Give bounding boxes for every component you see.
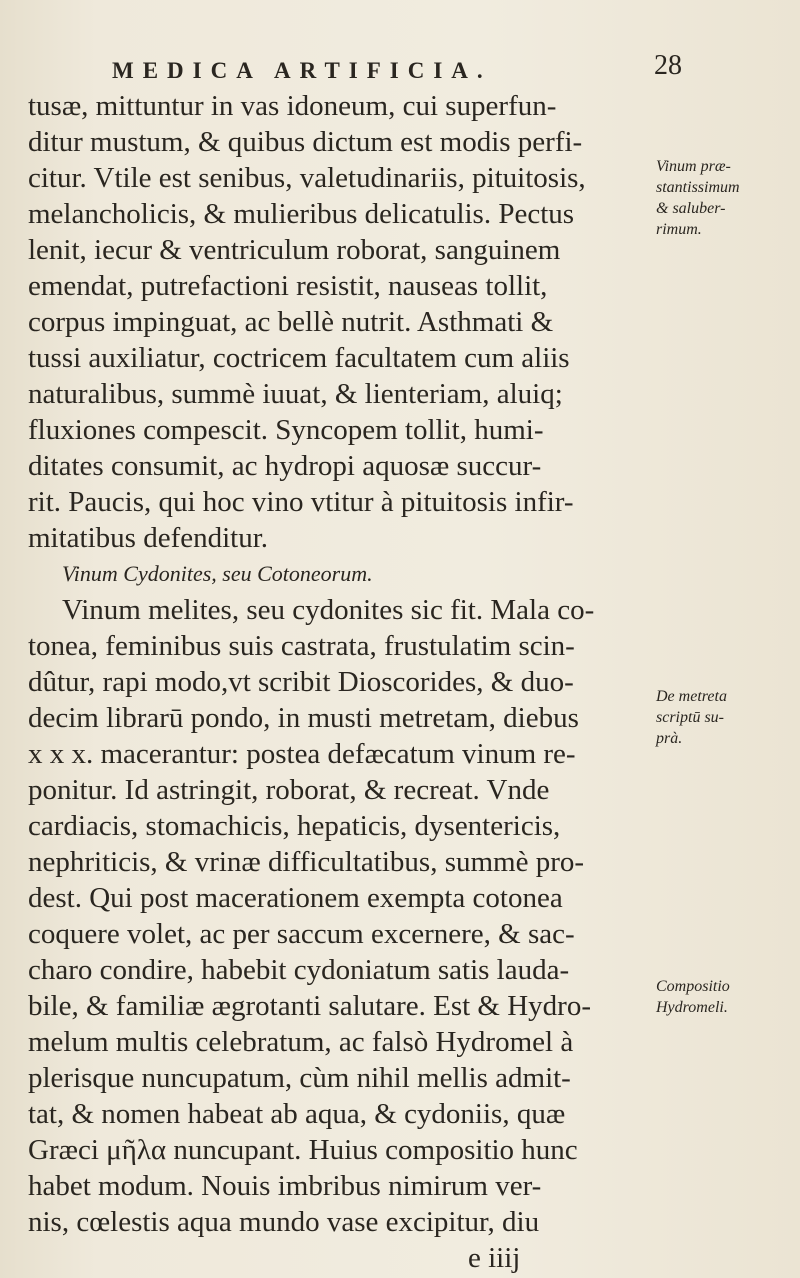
text-line: bile, & familiæ ægrotanti salutare. Est & Hydro- <box>28 990 591 1022</box>
text-line: plerisque nuncupatum, cùm nihil mellis admit- <box>28 1062 571 1094</box>
margin-note-line: Vinum præ- <box>656 158 731 175</box>
section-heading: Vinum Cydonites, seu Cotoneorum. <box>62 561 373 586</box>
text-line: melancholicis, & mulieribus delicatulis. Pectus <box>28 198 575 230</box>
text-line: dest. Qui post macerationem exempta cotonea <box>28 882 563 914</box>
text-line: tat, & nomen habeat ab aqua, & cydoniis, quæ <box>28 1098 566 1130</box>
text-line: tonea, feminibus suis castrata, frustulatim scin- <box>28 630 575 662</box>
margin-note-metreta <box>656 686 798 749</box>
margin-note-line: scriptū su- <box>656 709 724 726</box>
text-line: x x x. macerantur: postea defæcatum vinum re- <box>28 738 576 770</box>
text-line: ditates consumit, ac hydropi aquosæ succur- <box>28 450 542 482</box>
text-line: naturalibus, summè iuuat, & lienteriam, aluiq; <box>28 378 563 410</box>
margin-note-line: Hydromeli. <box>656 999 728 1016</box>
text-line: melum multis celebratum, ac falsò Hydromel à <box>28 1026 574 1058</box>
text-line: ditur mustum, & quibus dictum est modis perfi- <box>28 126 583 158</box>
text-line: habet modum. Nouis imbribus nimirum ver- <box>28 1170 542 1202</box>
text-line: Græci μῆλα nuncupant. Huius compositio hunc <box>28 1134 578 1166</box>
text-line: ponitur. Id astringit, roborat, & recreat. Vnde <box>28 774 550 806</box>
margin-note-vinum <box>656 156 798 240</box>
page-header <box>112 50 682 90</box>
margin-note-line: stantissimum <box>656 179 740 196</box>
text-line: nephriticis, & vrinæ difficultatibus, summè pro- <box>28 846 585 878</box>
text-line: decim librarū pondo, in musti metretam, diebus <box>28 702 579 734</box>
text-line: rit. Paucis, qui hoc vino vtitur à pituitosis infir- <box>28 486 574 518</box>
text-line: citur. Vtile est senibus, valetudinariis, pituitosis, <box>28 162 586 194</box>
text-line: coquere volet, ac per saccum excernere, & sac- <box>28 918 575 950</box>
margin-note-line: prà. <box>656 730 683 747</box>
text-line: emendat, putrefactioni resistit, nauseas tollit, <box>28 270 548 302</box>
margin-note-line: & saluber- <box>656 200 726 217</box>
margin-note-line: rimum. <box>656 221 702 238</box>
text-line: lenit, iecur & ventriculum roborat, sanguinem <box>28 234 561 266</box>
text-line: cardiacis, stomachicis, hepaticis, dysentericis, <box>28 810 561 842</box>
text-line: tussi auxiliatur, coctricem facultatem cum aliis <box>28 342 570 374</box>
margin-note-line: Compositio <box>656 978 730 995</box>
text-line: Vinum melites, seu cydonites sic fit. Mala co- <box>62 594 595 626</box>
margin-note-compositio <box>656 976 798 1018</box>
signature-mark: e iiij <box>468 1242 521 1274</box>
main-text <box>28 88 650 1276</box>
text-line: mitatibus defenditur. <box>28 522 269 554</box>
text-line: corpus impinguat, ac bellè nutrit. Asthmati & <box>28 306 554 338</box>
text-line: nis, cœlestis aqua mundo vase excipitur, diu <box>28 1206 540 1238</box>
text-line: tusæ, mittuntur in vas idoneum, cui superfun- <box>28 90 557 122</box>
text-line: charo condire, habebit cydoniatum satis lauda- <box>28 954 570 986</box>
running-title: MEDICA ARTIFICIA. <box>112 58 492 83</box>
margin-note-line: De metreta <box>656 688 727 705</box>
page-number: 28 <box>654 50 682 81</box>
text-line: fluxiones compescit. Syncopem tollit, humi- <box>28 414 544 446</box>
text-line: dûtur, rapi modo,vt scribit Dioscorides, & duo- <box>28 666 574 698</box>
